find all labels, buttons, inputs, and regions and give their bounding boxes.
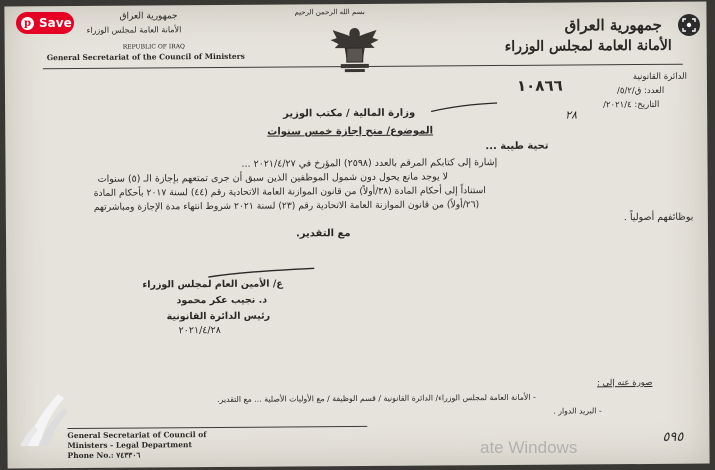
visual-search-button[interactable] — [678, 14, 700, 36]
copies-item-2: - البريد الدوار . — [553, 406, 602, 416]
handwritten-date: ٢٨ — [565, 108, 578, 122]
greeting: تحية طيبة ... — [485, 140, 549, 153]
recipient: وزارة المالية / مكتب الوزير — [283, 107, 416, 120]
body-line-1: إشارة إلى كتابكم المرقم بالعدد (٢٥٩٨) المؤرخ في ٢٠٢١/٤/٢٧ ... — [241, 157, 498, 170]
closing: مع التقدير. — [295, 228, 351, 240]
copies-heading: صورة عنه إلى : — [597, 377, 653, 389]
handwritten-number: ١٠٨٦٦ — [516, 76, 563, 95]
body-line-3: استناداً إلى أحكام المادة (٣٨/أولاً) من قانون الموازنة العامة الاتحادية رقم (٤٤) لسنة ٢٠١٧ بأحكام المادة — [93, 185, 486, 199]
letterhead-left-en-2: General Secretariat of the Council of Ministers — [46, 51, 245, 63]
pinterest-save-button[interactable] — [16, 12, 74, 34]
channel-logo-icon — [18, 388, 70, 450]
footer-line-3: Phone No.: ٧٤٣٣٠٦ — [67, 450, 141, 461]
letterhead-left-en-1: REPUBLIC OF IRAQ — [122, 43, 185, 51]
letterhead-left-ar-2: الأمانة العامة لمجلس الوزراء — [86, 25, 182, 35]
letterhead-right-ar-1: جمهورية العراق — [564, 15, 662, 35]
pinterest-icon: p — [21, 17, 34, 30]
save-label: Save — [39, 16, 72, 30]
copies-item-1: - الأمانة العامة لمجلس الوزراء/ الدائرة القانونية / قسم الوظيفة / مع الأوليات الأصلية ... مع التقدير. — [217, 392, 536, 404]
lens-icon — [682, 18, 696, 32]
signature-line-4: ٢٠٢١/٤/٢٨ — [178, 324, 221, 337]
activation-watermark: ate Windows — [480, 438, 578, 457]
body-line-5: بوظائفهم أصولياً . — [623, 211, 694, 224]
department-label: الدائرة القانونية — [632, 71, 688, 83]
document-page — [4, 2, 709, 469]
body-line-2: لا يوجد مانع يحول دون شمول الموظفين الذين سبق أن جرى تمتعهم بإجازة الـ (٥) سنوات — [97, 171, 449, 185]
footer-rule — [67, 426, 367, 429]
subject: الموضوع/ منح إجازة خمس سنوات — [267, 125, 434, 138]
footer-handwriting: ٥٩٥ — [662, 429, 684, 445]
letterhead-left-ar-1: جمهورية العراق — [119, 11, 178, 22]
basmala: بسم الله الرحمن الرحيم — [294, 7, 365, 17]
signature-stroke — [429, 101, 499, 115]
date-label: التاريخ: ٢٠٢١/٤/ — [603, 99, 660, 111]
signature-line-1: ع/ الأمين العام لمجلس الوزراء — [142, 278, 283, 291]
body-line-4: (٢٦/أولاً) من قانون الموازنة العامة الاتحادية رقم (٢٣) لسنة ٢٠٢١ شروط انتهاء مدة الإجازة ومباشرتهم — [93, 199, 480, 213]
signature-line-2: د. نجيب عكر محمود — [176, 294, 268, 307]
signature-line-3: رئيس الدائرة القانونية — [166, 310, 271, 323]
footer-line-1: General Secretariat of Council of — [67, 430, 207, 441]
number-label: العدد: ق/٥/٢/ — [616, 85, 665, 97]
letterhead-right-ar-2: الأمانة العامة لمجلس الوزراء — [504, 37, 672, 55]
footer-line-2: Ministers - Legal Department — [67, 440, 192, 451]
